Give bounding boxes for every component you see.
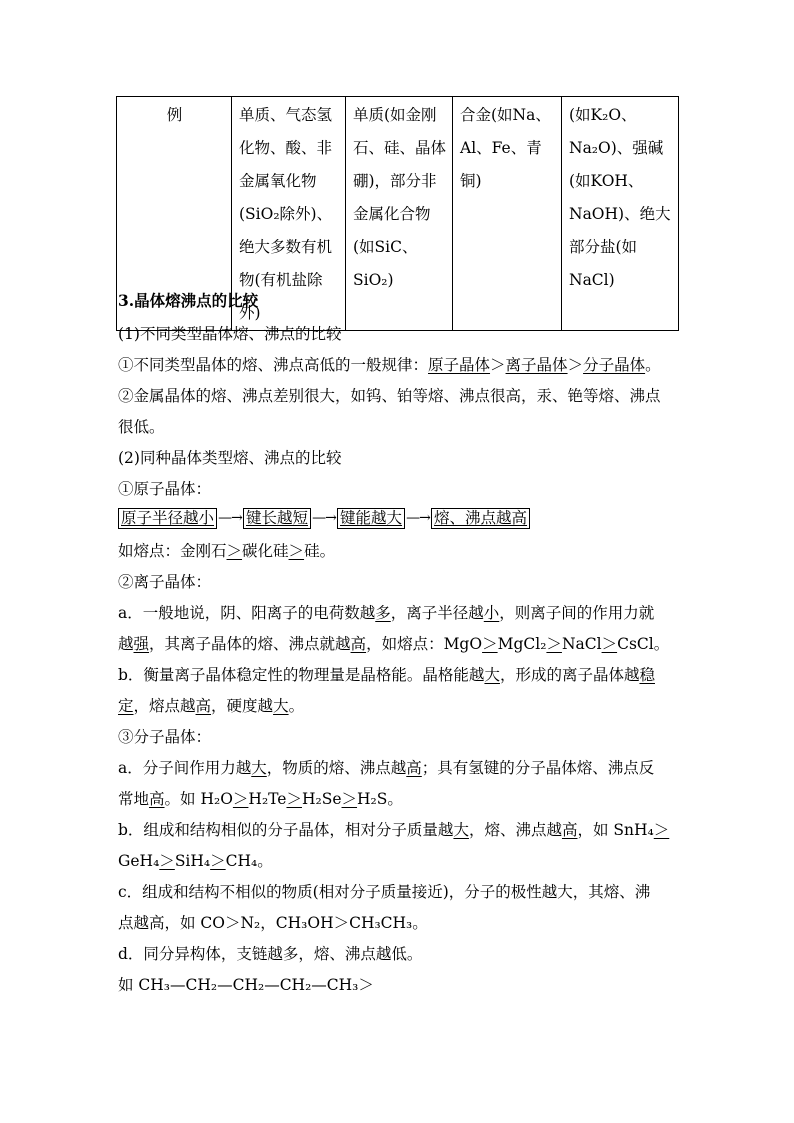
text: ，离子半径越 (390, 604, 484, 622)
answer-ionic: 离子晶体 (505, 356, 568, 374)
text: a．一般地说，阴、阳离子的电荷数越 (118, 604, 376, 622)
ionic-b-line1 (118, 665, 655, 685)
gt-sign: ＞ (482, 635, 498, 653)
ionic-crystal-title: ②离子晶体： (118, 573, 212, 591)
text: 碳化硅 (242, 542, 289, 560)
melting-point-example (118, 541, 335, 561)
answer-molecular: 分子晶体 (583, 356, 646, 374)
answer: 高 (149, 790, 165, 808)
text: 越 (118, 635, 134, 653)
answer: 大 (484, 666, 500, 684)
gt-sign: ＞ (546, 635, 562, 653)
text: 硅。 (304, 542, 336, 560)
answer: 稳 (639, 666, 655, 684)
chain-box-1: 原子半径越小 (118, 508, 217, 529)
molecular-c-line2: 点越高，如 CO＞N₂，CH₃OH＞CH₃CH₃。 (118, 914, 428, 932)
table-cell-metallic: 合金(如Na、Al、Fe、青铜) (453, 97, 562, 331)
formula: H₂Se (301, 790, 342, 808)
chain-box-2: 键长越短 (243, 508, 311, 529)
gt-sign: ＞ (210, 852, 226, 870)
punct: 。 (645, 356, 661, 374)
gt-sign: ＞ (567, 356, 584, 374)
gt-sign: ＞ (490, 356, 506, 374)
answer-atomic: 原子晶体 (428, 356, 491, 374)
text: ；具有氢键的分子晶体熔、沸点反 (421, 759, 655, 777)
table-cell-ionic: (如K₂O、Na₂O)、强碱(如KOH、NaOH)、绝大部分盐(如NaCl) (562, 97, 679, 331)
gt-sign: ＞ (288, 542, 305, 560)
text: ，如熔点：MgO (366, 635, 483, 653)
chain-box-4: 熔、沸点越高 (431, 508, 530, 529)
gt-sign: ＞ (341, 790, 358, 808)
table-cell-label: 例 (117, 97, 232, 331)
answer: 高 (195, 697, 212, 715)
molecular-a-line2 (118, 789, 403, 809)
formula: NaCl (561, 635, 602, 653)
molecular-b-line1 (118, 820, 669, 840)
text: ，硬度越 (211, 697, 274, 715)
atomic-chain (118, 507, 530, 529)
text: ，其离子晶体的熔、沸点就越 (149, 635, 351, 653)
formula: H₂Te (248, 790, 287, 808)
arrow-icon: —→ (312, 510, 336, 526)
subsection-2: (2)同种晶体类型熔、沸点的比较 (118, 449, 342, 467)
rule-2-line1: ②金属晶体的熔、沸点差别很大，如钨、铂等熔、沸点很高，汞、铯等熔、沸点 (118, 387, 661, 405)
ionic-a-line1 (118, 603, 654, 623)
table-cell-atomic: 单质(如金刚石、硅、晶体硼)，部分非金属化合物(如SiC、SiO₂) (346, 97, 453, 331)
text: ，熔、沸点越 (468, 821, 562, 839)
answer: 强 (133, 635, 150, 653)
subsection-1: (1)不同类型晶体熔、沸点的比较 (118, 325, 342, 343)
answer: 高 (561, 821, 578, 839)
text: b．组成和结构相似的分子晶体，相对分子质量越 (118, 821, 454, 839)
rule-1 (118, 355, 661, 375)
text: ，如 SnH₄ (577, 821, 654, 839)
formula: H₂S。 (357, 790, 403, 808)
formula: GeH₄ (118, 852, 160, 870)
rule-1-text: ①不同类型晶体的熔、沸点高低的一般规律： (118, 356, 429, 374)
table-cell-molecular: 单质、气态氢化物、酸、非金属氧化物(SiO₂除外)、绝大多数有机物(有机盐除外) (232, 97, 346, 331)
answer: 高 (406, 759, 422, 777)
formula: CH₄。 (225, 852, 273, 870)
gt-sign: ＞ (653, 821, 670, 839)
formula: CsCl。 (617, 635, 670, 653)
gt-sign: ＞ (232, 790, 249, 808)
answer: 高 (350, 635, 367, 653)
section-title: 3.晶体熔沸点的比较 (118, 291, 259, 310)
formula: MgCl₂ (497, 635, 547, 653)
arrow-icon: —→ (218, 510, 242, 526)
ionic-b-line2 (118, 696, 304, 716)
text: 。如 H₂O (164, 790, 233, 808)
text: 。 (288, 697, 305, 715)
gt-sign: ＞ (159, 852, 175, 870)
molecular-c-line1: c．组成和结构不相似的物质(相对分子质量接近)，分子的极性越大，其熔、沸 (118, 883, 651, 901)
answer: 多 (375, 604, 391, 622)
molecular-d: d．同分异构体，支链越多，熔、沸点越低。 (118, 945, 423, 963)
answer: 大 (251, 759, 267, 777)
answer: 大 (453, 821, 469, 839)
molecular-b-line2 (118, 851, 273, 871)
arrow-icon: —→ (406, 510, 430, 526)
text: ，则离子间的作用力就 (499, 604, 655, 622)
gt-sign: ＞ (286, 790, 302, 808)
text: a．分子间作用力越 (118, 759, 252, 777)
molecular-crystal-title: ③分子晶体： (118, 728, 212, 746)
text: 常地 (118, 790, 150, 808)
text: ，熔点越 (133, 697, 196, 715)
molecular-d-example: 如 CH₃—CH₂—CH₂—CH₂—CH₃＞ (118, 976, 374, 994)
atomic-crystal-title: ①原子晶体： (118, 480, 212, 498)
answer: 大 (273, 697, 289, 715)
formula: SiH₄ (174, 852, 211, 870)
ionic-a-line2 (118, 634, 669, 654)
answer: 定 (118, 697, 134, 715)
text: 如熔点：金刚石 (118, 542, 227, 560)
rule-2-line2: 很低。 (118, 418, 165, 436)
text: ，物质的熔、沸点越 (266, 759, 407, 777)
gt-sign: ＞ (601, 635, 618, 653)
chain-box-3: 键能越大 (337, 508, 405, 529)
gt-sign: ＞ (226, 542, 243, 560)
text: ，形成的离子晶体越 (499, 666, 640, 684)
molecular-a-line1 (118, 758, 654, 778)
text: b．衡量离子晶体稳定性的物理量是晶格能。晶格能越 (118, 666, 485, 684)
answer: 小 (483, 604, 500, 622)
